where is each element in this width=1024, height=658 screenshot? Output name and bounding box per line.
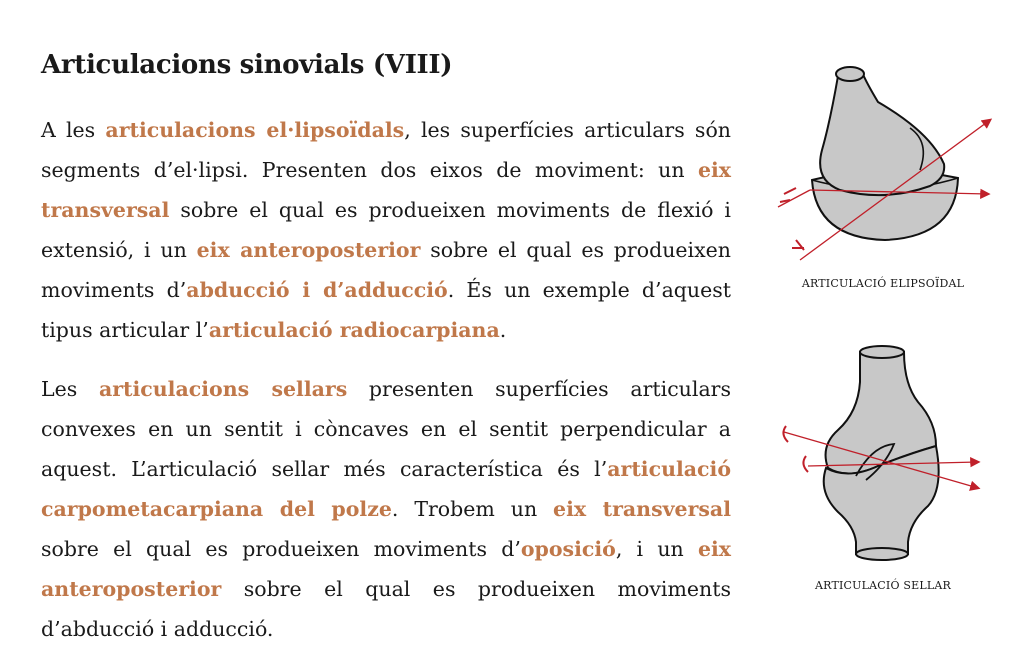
ellipsoid-joint-illustration [770,62,1000,272]
text: sobre el qual es produeixen moviments d’ [41,238,731,302]
saddle-paragraph [41,369,731,649]
text: sobre el qual es produeixen moviments de flexió i extensió, i un [41,198,731,262]
ellipsoid-paragraph [41,110,731,350]
highlight-ellipsoid-joints: articulacions el·lipsoïdals [105,118,405,142]
text: , les superfícies articulars són segments d’el·lipsi. Presenten dos eixos de moviment: un [41,118,731,182]
text: A les [41,118,106,142]
saddle-caption: ARTICULACIÓ SELLAR [815,579,951,592]
text: presenten superfícies articulars convexes en un sentit i còncaves en el sentit perpendicular a aquest. L’articulació sellar més característica és l’ [41,377,731,481]
rotation-arrow-icon [803,456,808,472]
highlight-abduction-adduction: abducció i d’adducció [186,278,448,302]
text: Les [41,377,99,401]
text: . Trobem un [391,497,554,521]
text: sobre el qual es produeixen moviments d’ [41,537,521,561]
rotation-arrow-icon [780,188,796,202]
highlight-anteroposterior-axis: eix anteroposterior [196,238,421,262]
highlight-thumb-cmc-joint: articulació carpometacarpiana del polze [41,457,731,521]
text: sobre el qual es produeixen moviments d’abducció i adducció. [41,577,731,641]
highlight-saddle-joints: articulacions sellars [98,377,348,401]
text: , i un [615,537,698,561]
rotation-arrow-icon [783,426,788,442]
highlight-transverse-axis: eix transversal [553,497,731,521]
highlight-transverse-axis: eix transversal [41,158,731,222]
text: . [499,318,507,342]
transverse-axis-back [778,190,810,207]
saddle-joint-illustration [768,342,998,564]
page-title: Articulacions sinovials (VIII) [41,50,453,80]
highlight-radiocarpal-joint: articulació radiocarpiana [208,318,500,342]
convex-condyle [820,72,944,195]
highlight-anteroposterior-axis: eix anteroposterior [41,537,731,601]
ellipsoid-caption: ARTICULACIÓ ELIPSOÏDAL [801,277,965,290]
rotation-arrow-icon [792,240,804,250]
text: . És un exemple d’aquest tipus articular l’ [41,278,732,342]
highlight-opposition: oposició [520,537,616,561]
